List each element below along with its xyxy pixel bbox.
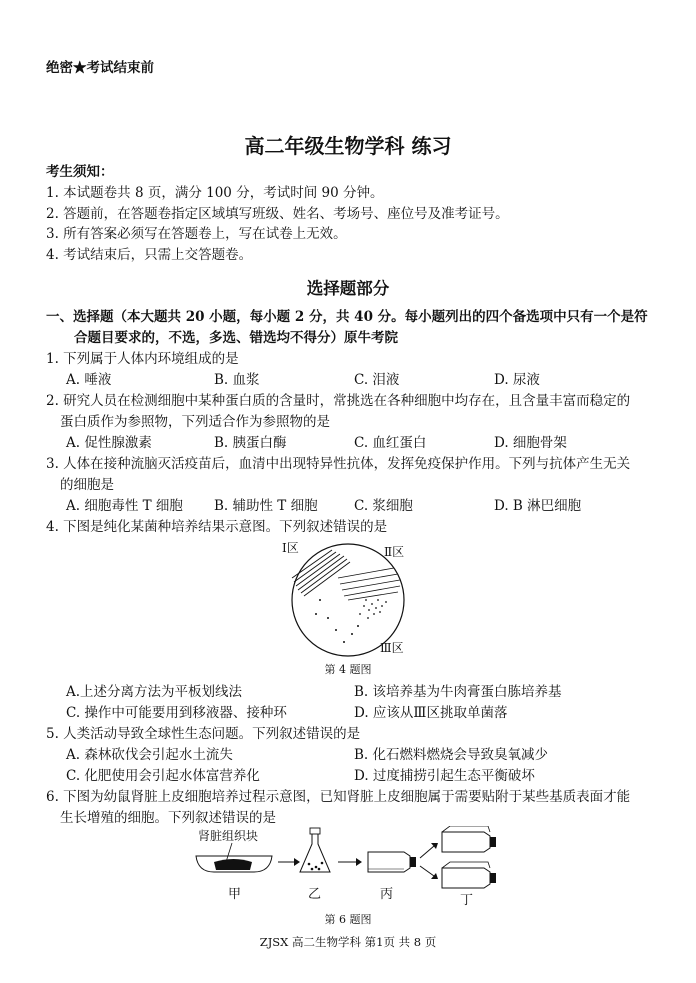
option: A. 唾液: [66, 372, 112, 388]
option: C. 化肥使用会引起水体富营养化: [66, 768, 260, 784]
zone3-colonies: [315, 599, 387, 643]
page-title: 高二年级生物学科 练习: [244, 134, 452, 158]
zone2-streaks: [338, 568, 400, 600]
part-instruction: 合题目要求的，不选，多选、错选均不得分）原牛考院: [74, 330, 398, 346]
tissue-dish: [196, 828, 272, 872]
section-title: 选择题部分: [306, 279, 390, 298]
stage-label: 丁: [460, 893, 474, 908]
question-stem: 2. 研究人员在检测细胞中某种蛋白质的含量时，常挑选在各种细胞中均存在，且含量丰富而稳定的: [46, 393, 631, 409]
cell-culture-figure: [188, 826, 518, 908]
zone3-label: Ⅲ区: [380, 641, 404, 655]
option: A. 细胞毒性 T 细胞: [66, 498, 183, 514]
zone2-label: Ⅱ区: [384, 545, 405, 559]
option: C. 浆细胞: [354, 498, 413, 514]
option: D. 过度捕捞引起生态平衡破坏: [354, 768, 535, 784]
notice-item: 2. 答题前，在答题卷指定区域填写班级、姓名、考场号、座位号及准考证号。: [46, 206, 509, 222]
culture-bottle: [368, 852, 416, 872]
question-stem: 4. 下图是纯化某菌种培养结果示意图。下列叙述错误的是: [46, 519, 388, 535]
tissue-label: 肾脏组织块: [198, 829, 259, 843]
option: C. 泪液: [354, 372, 400, 388]
figure-caption: 第 6 题图: [324, 913, 372, 926]
subculture-bottle: [442, 862, 496, 888]
figure-caption: 第 4 题图: [324, 663, 372, 676]
option: C. 血红蛋白: [354, 435, 427, 451]
option: A.上述分离方法为平板划线法: [66, 684, 243, 700]
subculture-bottle: [442, 826, 496, 852]
stage-label: 甲: [228, 887, 242, 902]
option: D. 尿液: [494, 372, 540, 388]
option: B. 胰蛋白酶: [214, 435, 287, 451]
question-stem: 生长增殖的细胞。下列叙述错误的是: [60, 810, 276, 826]
process-arrow: [420, 843, 438, 879]
notice-item: 3. 所有答案必须写在答题卷上，写在试卷上无效。: [46, 226, 347, 242]
question-stem: 6. 下图为幼鼠肾脏上皮细胞培养过程示意图，已知肾脏上皮细胞属于需要贴附于某些基质表面才能: [46, 789, 631, 805]
option: A. 促性腺激素: [66, 435, 152, 451]
notice-item: 4. 考试结束后，只需上交答题卷。: [46, 247, 253, 263]
stage-label: 乙: [308, 887, 322, 902]
option: A. 森林砍伐会引起水土流失: [66, 747, 233, 763]
option: D. 细胞骨架: [494, 435, 567, 451]
question-stem: 5. 人类活动导致全球性生态问题。下列叙述错误的是: [46, 726, 361, 742]
page-footer: ZJSX 高二生物学科 第1页 共 8 页: [259, 935, 437, 949]
stage-label: 丙: [380, 887, 394, 902]
question-stem: 的细胞是: [60, 477, 114, 493]
option: B. 血浆: [214, 372, 260, 388]
option: B. 化石燃料燃烧会导致臭氧减少: [354, 747, 549, 763]
notice-heading: 考生须知：: [46, 164, 114, 180]
streak-plate-figure: [270, 538, 430, 658]
conical-flask: [300, 828, 330, 872]
confidential-mark: 绝密★考试结束前: [46, 60, 154, 76]
zone1-streaks: [292, 550, 350, 596]
part-instruction: 一、选择题（本大题共 20 小题，每小题 2 分，共 40 分。每小题列出的四个备选项中只有一个是符: [46, 309, 648, 325]
option: B. 辅助性 T 细胞: [214, 498, 318, 514]
process-arrow: [338, 858, 362, 866]
zone1-label: Ⅰ区: [282, 541, 299, 555]
option: C. 操作中可能要用到移液器、接种环: [66, 705, 287, 721]
option: B. 该培养基为牛肉膏蛋白胨培养基: [354, 684, 562, 700]
option: D. B 淋巴细胞: [494, 498, 582, 514]
question-stem: 3. 人体在接种流脑灭活疫苗后，血清中出现特异性抗体，发挥免疫保护作用。下列与抗体产生无关: [46, 456, 631, 472]
notice-item: 1. 本试题卷共 8 页，满分 100 分，考试时间 90 分钟。: [46, 185, 384, 201]
question-stem: 1. 下列属于人体内环境组成的是: [46, 351, 239, 367]
question-stem: 蛋白质作为参照物，下列适合作为参照物的是: [60, 414, 330, 430]
option: D. 应该从Ⅲ区挑取单菌落: [354, 705, 508, 721]
process-arrow: [278, 858, 300, 866]
